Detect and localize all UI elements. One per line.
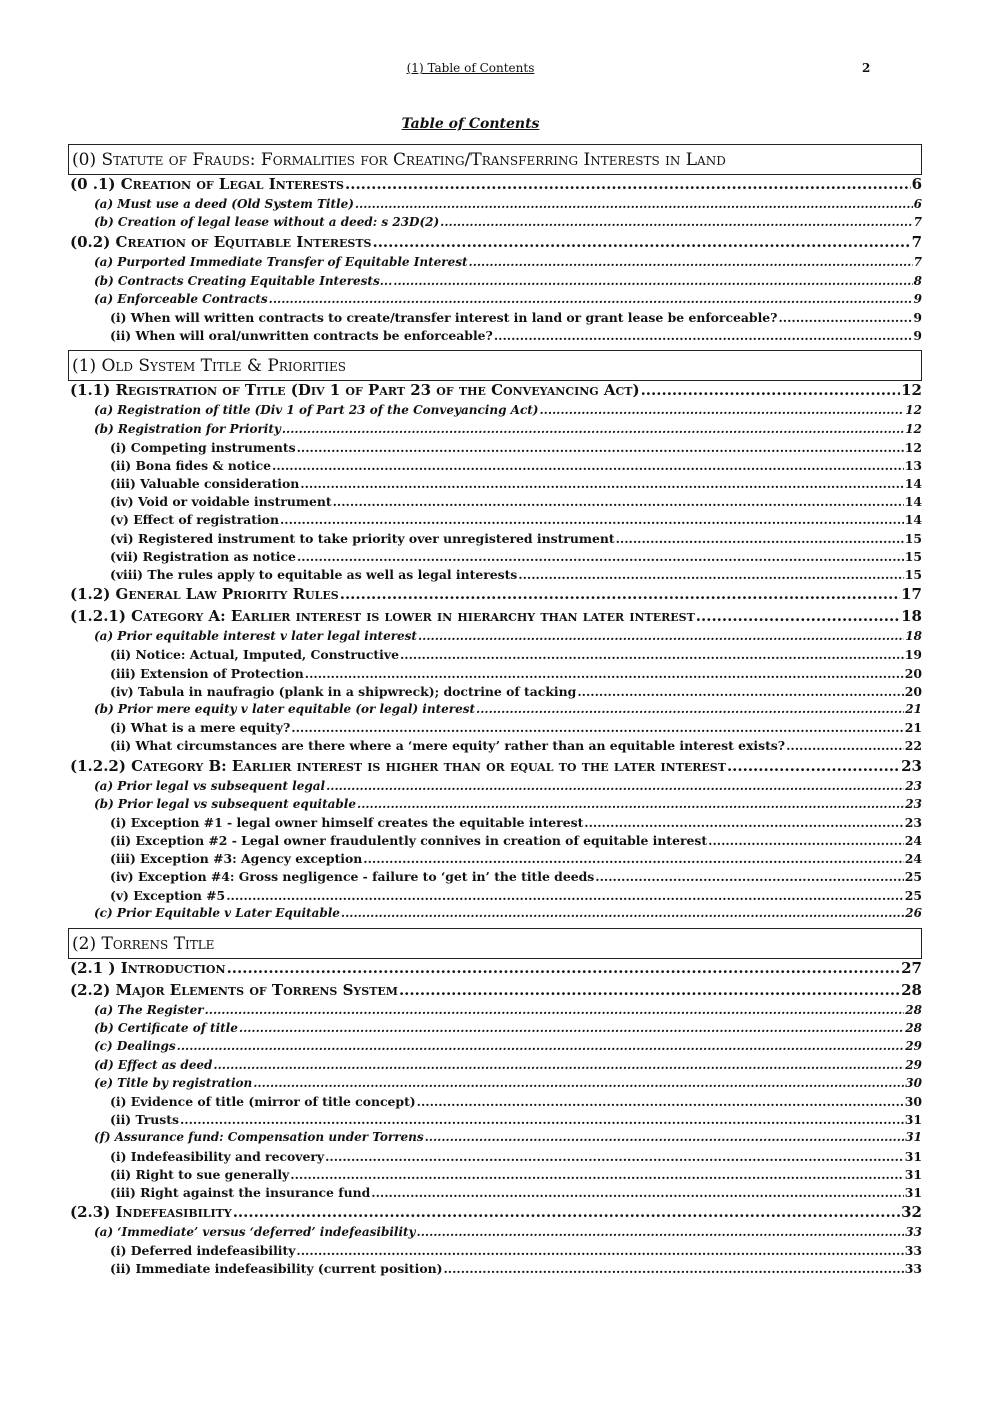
toc-entry-text: (i) Competing instruments (110, 439, 296, 455)
toc-entry-page: 31 (904, 1148, 922, 1164)
toc-entry-text: (b) Creation of legal lease without a deed: s 23D(2) (94, 215, 440, 230)
toc-entry-text: (iii) Valuable consideration (110, 476, 300, 492)
toc-entry-text: (ii) Immediate indefeasibility (current position) (110, 1261, 443, 1277)
toc-entry-text: (iii) Extension of Protection (110, 665, 304, 681)
dot-leader (233, 1203, 900, 1221)
toc-entry-l3[interactable] (68, 888, 922, 906)
toc-entry-l3[interactable] (68, 1261, 922, 1279)
dot-leader (177, 1039, 905, 1053)
toc-entry-l3[interactable] (68, 833, 922, 851)
dot-leader (325, 1149, 904, 1164)
toc-entry-text: (a) ‘Immediate’ versus ‘deferred’ indefeasibility (94, 1225, 416, 1240)
dot-leader (180, 1112, 904, 1127)
toc-entry-text: (2.3) Indefeasibility (70, 1203, 232, 1222)
toc-entry-text: (1.2.2) Category B: Earlier interest is higher than or equal to the later interest (70, 756, 726, 775)
toc-entry-text: (i) Exception #1 - legal owner himself creates the equitable interest (110, 814, 584, 830)
toc-entry-text: (0.2) Creation of Equitable Interests (70, 233, 372, 252)
dot-leader (239, 1021, 904, 1035)
toc-entry-page: 19 (904, 647, 922, 663)
toc-entry-text: (1.2.1) Category A: Earlier interest is lower in hierarchy than later interest (70, 607, 695, 626)
dot-leader (297, 549, 904, 564)
toc-entry-l3[interactable] (68, 815, 922, 833)
toc-entry-l3[interactable] (68, 549, 922, 567)
toc-entry-page: 21 (905, 701, 922, 716)
dot-leader (584, 815, 903, 830)
toc-entry-l1[interactable] (68, 381, 922, 403)
running-title: (1) Table of Contents (406, 61, 535, 75)
toc-entry-l2[interactable] (68, 1021, 922, 1039)
dot-leader (345, 175, 911, 193)
toc-entry-text: (a) Enforceable Contracts (94, 291, 268, 306)
dot-leader (226, 888, 904, 903)
toc-part-heading[interactable] (68, 144, 922, 175)
dot-leader (213, 1058, 904, 1072)
toc-entry-page: 23 (901, 756, 922, 775)
toc-entry-l2[interactable] (68, 1076, 922, 1094)
dot-leader (363, 851, 903, 866)
toc-entry-l1[interactable] (68, 757, 922, 779)
dot-leader (340, 585, 900, 603)
toc-entry-l2[interactable] (68, 255, 922, 273)
dot-leader (341, 906, 904, 920)
toc-entry-page: 7 (911, 233, 922, 252)
toc-entry-l3[interactable] (68, 666, 922, 684)
toc-entry-page: 21 (904, 720, 922, 736)
toc-entry-text: (ii) Notice: Actual, Imputed, Constructive (110, 647, 399, 663)
toc-entry-text: (f) Assurance fund: Compensation under Torrens (94, 1130, 424, 1145)
toc-entry-text: (i) Indefeasibility and recovery (110, 1148, 325, 1164)
toc-entry-text: (b) Prior legal vs subsequent equitable (94, 796, 357, 811)
toc-entry-l3[interactable] (68, 1185, 922, 1203)
toc-entry-page: 20 (904, 683, 922, 699)
dot-leader (417, 1094, 904, 1109)
toc-entry-page: 13 (904, 457, 922, 473)
toc-entry-text: (v) Effect of registration (110, 512, 279, 528)
toc-entry-page: 9 (913, 309, 922, 325)
dot-leader (469, 255, 913, 269)
toc-entry-l2[interactable] (68, 1225, 922, 1243)
toc-entry-page: 18 (901, 607, 922, 626)
toc-entry-page: 12 (901, 381, 922, 400)
dot-leader (372, 233, 910, 251)
toc-entry-page: 14 (904, 494, 922, 510)
toc-entry-l2[interactable] (68, 906, 922, 924)
toc-entry-page: 20 (904, 665, 922, 681)
table-of-contents (68, 140, 922, 1280)
toc-entry-text: (1.1) Registration of Title (Div 1 of Part 23 of the Conveyancing Act) (70, 381, 640, 400)
dot-leader (371, 1185, 903, 1200)
toc-entry-l3[interactable] (68, 458, 922, 476)
toc-entry-text: (2.1 ) Introduction (70, 959, 226, 977)
toc-entry-l1[interactable] (68, 607, 922, 629)
toc-entry-l2[interactable] (68, 274, 922, 292)
dot-leader (708, 833, 904, 848)
toc-entry-page: 33 (904, 1261, 922, 1277)
dot-leader (357, 797, 904, 811)
toc-entry-text: (iv) Void or voidable instrument (110, 494, 332, 510)
toc-entry-l1[interactable] (68, 959, 922, 981)
toc-entry-page: 8 (913, 273, 922, 288)
toc-entry-page: 6 (911, 175, 922, 193)
toc-entry-page: 17 (901, 585, 922, 604)
toc-entry-page: 15 (904, 530, 922, 546)
dot-leader (355, 197, 913, 211)
toc-entry-page: 31 (904, 1184, 922, 1200)
toc-entry-l3[interactable] (68, 851, 922, 869)
toc-entry-page: 32 (901, 1203, 922, 1222)
toc-entry-l2[interactable] (68, 422, 922, 440)
toc-entry-l2[interactable] (68, 403, 922, 421)
toc-entry-l2[interactable] (68, 1039, 922, 1057)
dot-leader (518, 567, 903, 582)
toc-entry-page: 9 (913, 328, 922, 344)
toc-entry-text: (b) Contracts Creating Equitable Interests... (94, 273, 393, 288)
dot-leader (443, 1261, 903, 1276)
dot-leader (290, 1167, 903, 1182)
toc-entry-text: (a) Registration of title (Div 1 of Part 23 of the Conveyancing Act) (94, 403, 539, 418)
toc-entry-page: 31 (905, 1130, 922, 1145)
toc-entry-text: (ii) When will oral/unwritten contracts be enforceable? (110, 328, 493, 344)
toc-title: Table of Contents (401, 116, 540, 132)
toc-entry-text: (ii) What circumstances are there where a ‘mere equity’ rather than an equitable interest exists? (110, 738, 786, 754)
toc-entry-l3[interactable] (68, 328, 922, 346)
toc-entry-text: (iv) Exception #4: Gross negligence - failure to ‘get in’ the title deeds (110, 869, 595, 885)
toc-entry-text: (d) Effect as deed (94, 1057, 213, 1072)
toc-entry-page: 33 (904, 1243, 922, 1259)
toc-entry-page: 25 (904, 869, 922, 885)
dot-leader (272, 458, 904, 473)
toc-entry-l2[interactable] (68, 1058, 922, 1076)
dot-leader (440, 215, 912, 229)
toc-entry-page: 7 (913, 255, 922, 270)
toc-entry-page: 23 (905, 796, 922, 811)
toc-entry-page: 24 (904, 851, 922, 867)
toc-entry-page: 25 (904, 887, 922, 903)
toc-entry-l3[interactable] (68, 1167, 922, 1185)
toc-entry-page: 12 (905, 421, 922, 436)
toc-entry-l3[interactable] (68, 684, 922, 702)
toc-entry-page: 29 (905, 1057, 922, 1072)
toc-entry-page: 33 (905, 1225, 922, 1240)
toc-entry-text: (i) When will written contracts to create/transfer interest in land or grant lease be enforceable? (110, 309, 778, 325)
toc-entry-text: (ii) Right to sue generally (110, 1166, 290, 1182)
toc-entry-text: (a) The Register (94, 1003, 204, 1017)
toc-entry-text: (iii) Exception #3: Agency exception (110, 851, 363, 867)
toc-entry-l3[interactable] (68, 869, 922, 887)
toc-entry-page: 12 (905, 403, 922, 418)
dot-leader (280, 512, 904, 527)
dot-leader (296, 1243, 903, 1258)
toc-entry-l3[interactable] (68, 1112, 922, 1130)
dot-leader (305, 666, 904, 681)
toc-entry-text: (a) Must use a deed (Old System Title) (94, 197, 354, 211)
toc-entry-text: (ii) Trusts (110, 1112, 179, 1128)
toc-entry-l3[interactable] (68, 476, 922, 494)
dot-leader (786, 738, 904, 753)
toc-entry-page: 6 (913, 197, 922, 211)
dot-leader (616, 531, 904, 546)
toc-part-heading[interactable] (68, 928, 922, 959)
toc-entry-text: (e) Title by registration (94, 1075, 253, 1090)
dot-leader (253, 1076, 904, 1090)
toc-entry-text: (iv) Tabula in naufragio (plank in a shipwreck); doctrine of tacking (110, 683, 577, 699)
toc-entry-text: (b) Prior mere equity v later equitable (or legal) interest (94, 701, 476, 716)
toc-entry-l1[interactable] (68, 233, 922, 255)
page-header (0, 61, 991, 77)
toc-entry-l3[interactable] (68, 310, 922, 328)
toc-entry-l2[interactable] (68, 1130, 922, 1148)
dot-leader (595, 869, 904, 884)
toc-entry-l1[interactable] (68, 175, 922, 197)
toc-entry-l1[interactable] (68, 981, 922, 1003)
toc-entry-page: 7 (913, 215, 922, 230)
toc-entry-l3[interactable] (68, 440, 922, 458)
toc-entry-page: 31 (904, 1166, 922, 1182)
toc-entry-l3[interactable] (68, 494, 922, 512)
toc-entry-page: 28 (905, 1021, 922, 1036)
toc-entry-l3[interactable] (68, 512, 922, 530)
toc-entry-page: 15 (904, 548, 922, 564)
toc-entry-l2[interactable] (68, 702, 922, 720)
toc-entry-l3[interactable] (68, 738, 922, 756)
dot-leader (641, 381, 901, 399)
dot-leader (577, 684, 903, 699)
dot-leader (205, 1003, 905, 1017)
toc-entry-page: 23 (904, 814, 922, 830)
toc-entry-text: (i) Evidence of title (mirror of title concept) (110, 1093, 416, 1109)
toc-entry-l2[interactable] (68, 1003, 922, 1021)
toc-entry-l1[interactable] (68, 585, 922, 607)
toc-entry-text: (a) Purported Immediate Transfer of Equitable Interest (94, 255, 468, 270)
dot-leader (418, 629, 904, 643)
dot-leader (539, 403, 904, 417)
toc-entry-page: 31 (904, 1112, 922, 1128)
toc-entry-text: (2.2) Major Elements of Torrens System (70, 981, 398, 999)
toc-entry-page: 27 (901, 959, 922, 977)
toc-entry-text: (viii) The rules apply to equitable as well as legal interests (110, 567, 518, 582)
toc-entry-text: (a) Prior equitable interest v later legal interest (94, 629, 417, 644)
dot-leader (494, 328, 913, 343)
toc-entry-text: (0 .1) Creation of Legal Interests (70, 175, 344, 193)
toc-entry-page: 15 (904, 567, 922, 582)
toc-entry-l2[interactable] (68, 292, 922, 310)
toc-entry-text: (ii) Bona fides & notice (110, 457, 272, 473)
toc-entry-page: 29 (905, 1039, 922, 1054)
dot-leader (393, 274, 912, 288)
toc-entry-text: (a) Prior legal vs subsequent legal (94, 778, 326, 793)
toc-entry-page: 28 (905, 1003, 922, 1017)
toc-entry-text: (vii) Registration as notice (110, 548, 296, 564)
toc-entry-text: (i) Deferred indefeasibility (110, 1243, 296, 1259)
toc-entry-l3[interactable] (68, 647, 922, 665)
dot-leader (291, 720, 904, 735)
dot-leader (297, 440, 904, 455)
toc-entry-text: (0) Statute of Frauds: Formalities for Creating/Transferring Interests in Land (72, 149, 726, 170)
toc-entry-text: (ii) Exception #2 - Legal owner fraudulently connives in creation of equitable interest (110, 833, 708, 849)
toc-entry-page: 22 (904, 738, 922, 754)
toc-entry-l2[interactable] (68, 797, 922, 815)
dot-leader (425, 1130, 905, 1144)
toc-entry-page: 28 (901, 981, 922, 999)
toc-entry-page: 30 (904, 1093, 922, 1109)
toc-entry-text: (c) Dealings (94, 1039, 176, 1054)
toc-entry-text: (1.2) General Law Priority Rules (70, 585, 339, 604)
toc-entry-page: 12 (904, 439, 922, 455)
dot-leader (300, 476, 903, 491)
toc-entry-l2[interactable] (68, 197, 922, 215)
toc-entry-page: 26 (905, 905, 922, 920)
toc-entry-page: 9 (913, 291, 922, 306)
dot-leader (269, 292, 913, 306)
dot-leader (326, 779, 904, 793)
toc-entry-text: (1) Old System Title & Priorities (72, 355, 346, 376)
dot-leader (696, 607, 900, 625)
toc-entry-l3[interactable] (68, 567, 922, 585)
dot-leader (399, 981, 900, 999)
toc-entry-text: (v) Exception #5 (110, 887, 226, 903)
dot-leader (778, 310, 912, 325)
toc-entry-page: 30 (905, 1075, 922, 1090)
toc-entry-text: (i) What is a mere equity? (110, 720, 291, 736)
toc-entry-page: 23 (905, 778, 922, 793)
toc-entry-text: (b) Registration for Priority (94, 421, 281, 436)
dot-leader (333, 494, 904, 509)
toc-entry-text: (2) Torrens Title (72, 933, 215, 954)
toc-entry-page: 18 (905, 629, 922, 644)
dot-leader (476, 702, 904, 716)
dot-leader (227, 959, 901, 977)
toc-part-heading[interactable] (68, 350, 922, 381)
page-number: 2 (862, 61, 871, 75)
toc-entry-text: (b) Certificate of title (94, 1021, 238, 1036)
toc-entry-l2[interactable] (68, 629, 922, 647)
toc-entry-l3[interactable] (68, 1094, 922, 1112)
toc-entry-text: (iii) Right against the insurance fund (110, 1184, 371, 1200)
toc-entry-l3[interactable] (68, 1149, 922, 1167)
toc-entry-l2[interactable] (68, 779, 922, 797)
dot-leader (282, 422, 904, 436)
toc-entry-page: 24 (904, 833, 922, 849)
toc-entry-l3[interactable] (68, 531, 922, 549)
toc-entry-text: (vi) Registered instrument to take priority over unregistered instrument (110, 530, 615, 546)
toc-entry-l2[interactable] (68, 215, 922, 233)
toc-entry-l3[interactable] (68, 1243, 922, 1261)
dot-leader (400, 647, 904, 662)
toc-entry-l3[interactable] (68, 720, 922, 738)
toc-entry-text: (c) Prior Equitable v Later Equitable (94, 905, 340, 920)
dot-leader (727, 757, 900, 775)
toc-entry-page: 14 (904, 512, 922, 528)
toc-entry-l1[interactable] (68, 1203, 922, 1225)
toc-entry-page: 14 (904, 476, 922, 492)
dot-leader (417, 1225, 905, 1239)
